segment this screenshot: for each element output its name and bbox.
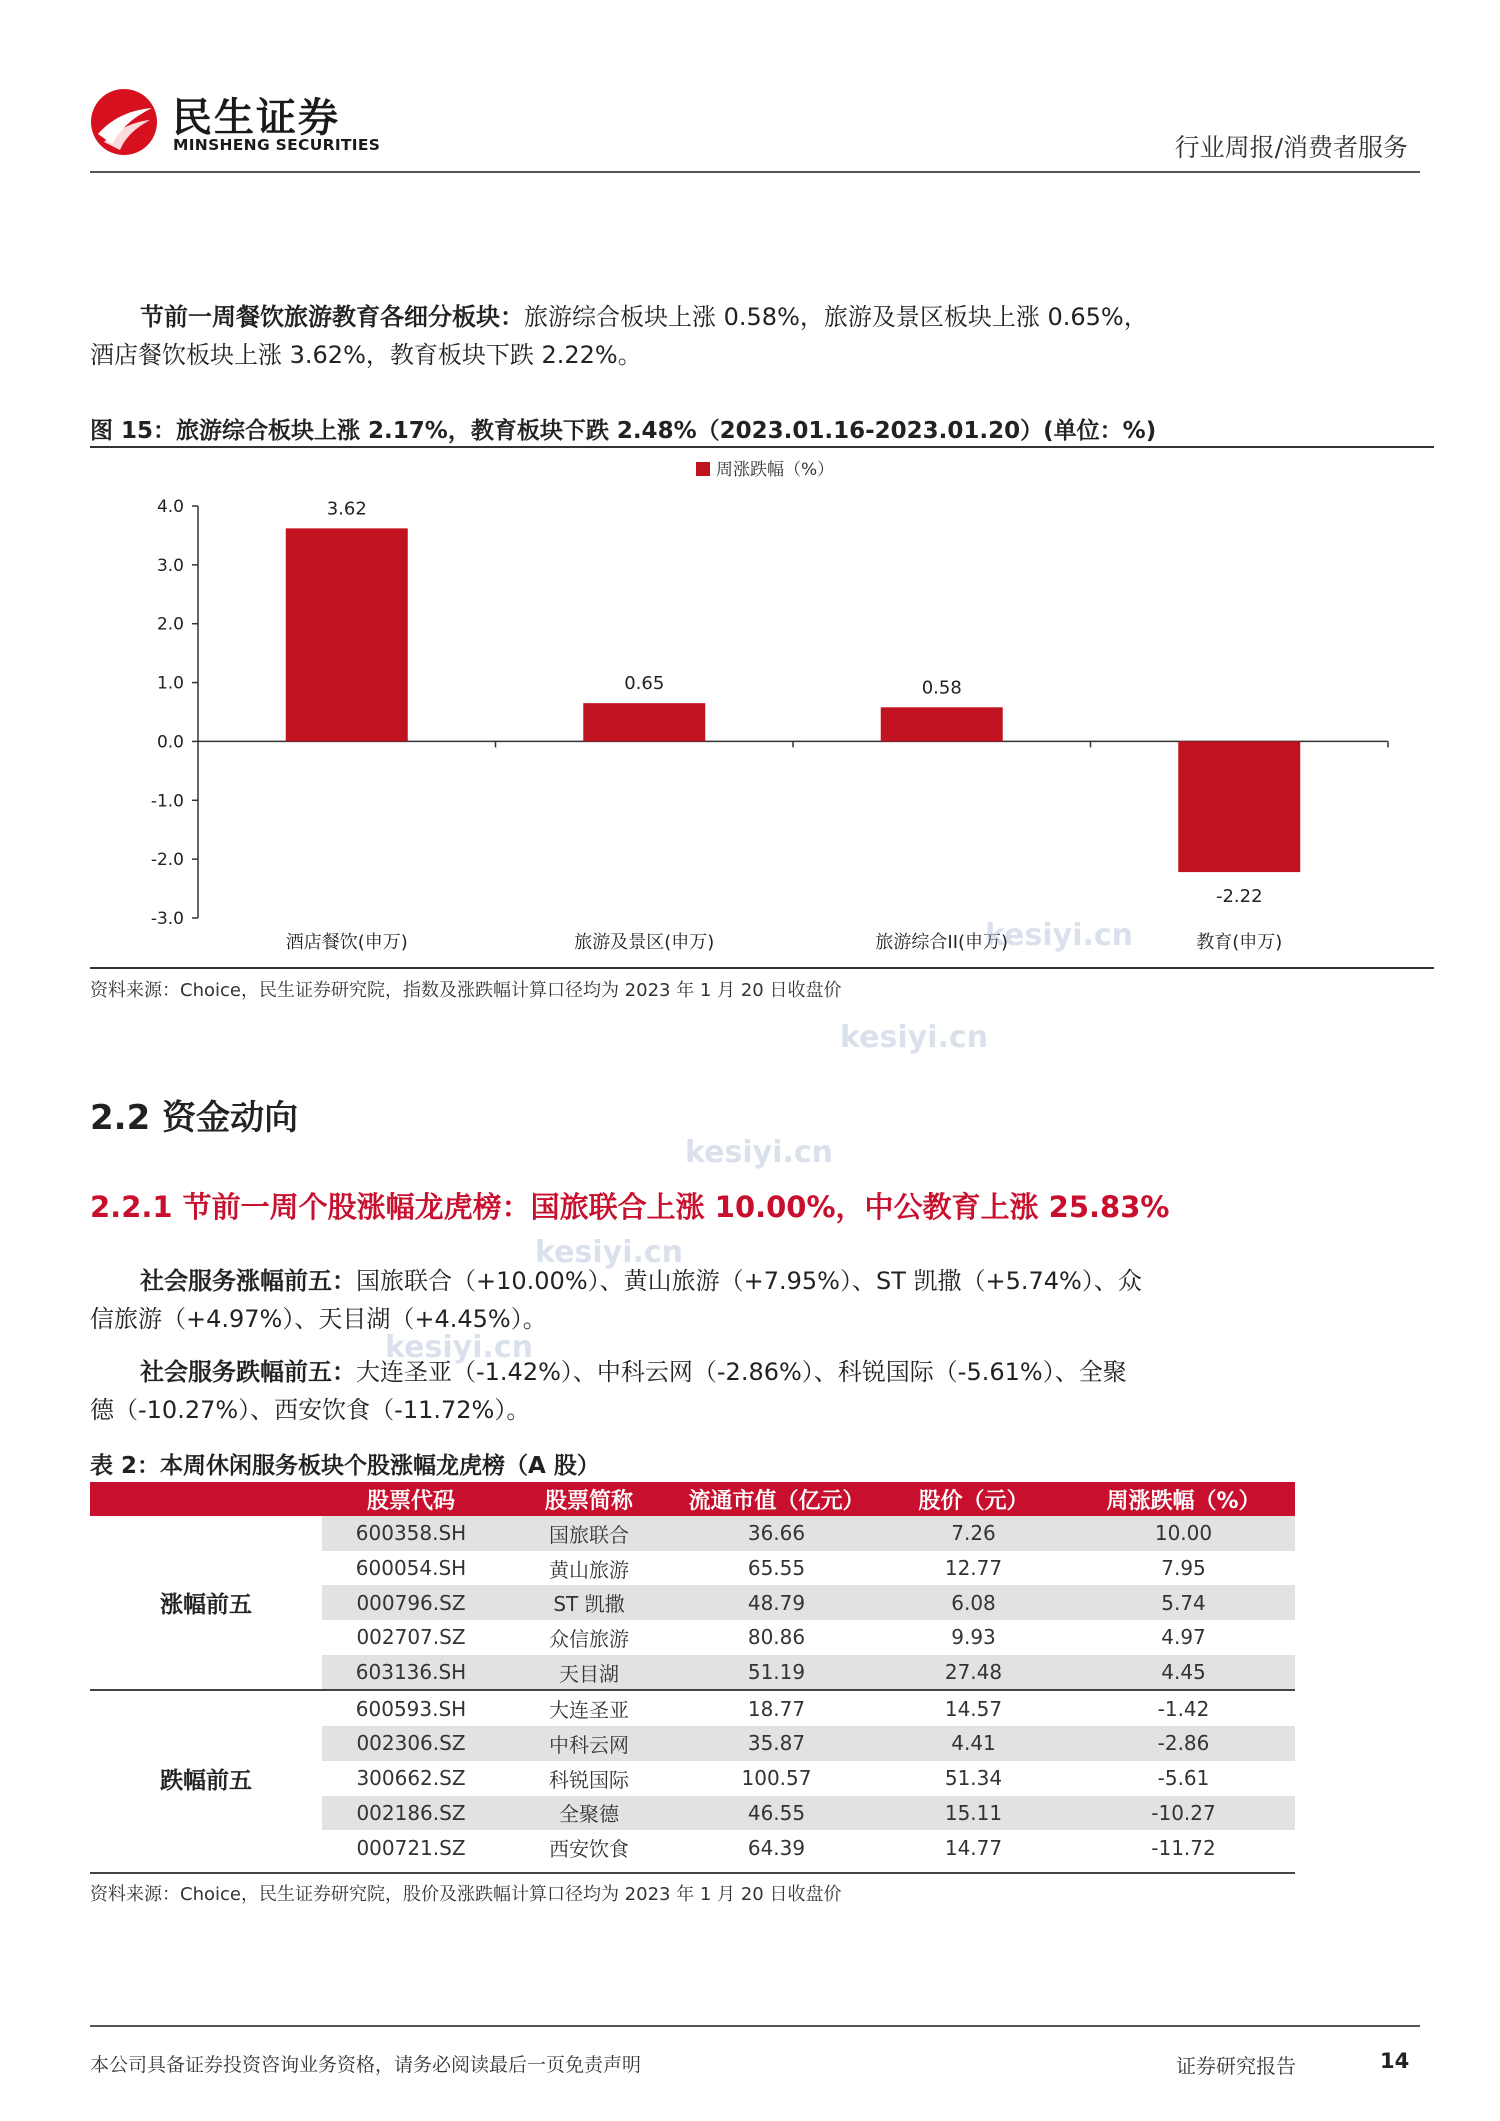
y-tick-label: 3.0 bbox=[156, 555, 184, 576]
cell-price: 51.34 bbox=[944, 1766, 1003, 1791]
header-cell-group bbox=[90, 1482, 322, 1516]
figure-title: 图 15：旅游综合板块上涨 2.17%，教育板块下跌 2.48%（2023.01.16-2023.01.20）(单位：%) bbox=[90, 418, 1157, 444]
table-source: 资料来源：Choice，民生证券研究院，股价及涨跌幅计算口径均为 2023 年 1 月 20 日收盘价 bbox=[90, 1884, 842, 1905]
header-cell: 周涨跌幅（%） bbox=[1072, 1482, 1295, 1516]
bar-chart bbox=[90, 450, 1434, 965]
cell-change: -1.42 bbox=[1072, 1690, 1295, 1726]
cell-market-cap: 46.55 bbox=[678, 1796, 875, 1831]
bar-value-label: 0.58 bbox=[921, 677, 962, 699]
gainers-paragraph bbox=[90, 1262, 1150, 1338]
legend-label: 周涨跌幅（%） bbox=[716, 460, 835, 480]
cell-code: 300662.SZ bbox=[356, 1766, 466, 1791]
ranking-table bbox=[90, 1482, 1295, 1865]
watermark: kesiyi.cn bbox=[985, 918, 1134, 953]
cell-name: 黄山旅游 bbox=[549, 1557, 629, 1582]
y-tick-label: -2.0 bbox=[150, 850, 184, 871]
cell-market-cap: 48.79 bbox=[678, 1585, 875, 1620]
cell-market-cap: 100.57 bbox=[741, 1766, 812, 1791]
cell-market-cap: 65.55 bbox=[747, 1556, 806, 1581]
brand-name-en: MINSHENG SECURITIES bbox=[173, 136, 381, 154]
cell-name: 天目湖 bbox=[500, 1655, 678, 1691]
cell-price: 12.77 bbox=[944, 1556, 1003, 1581]
group-label-gainers: 涨幅前五 bbox=[90, 1516, 322, 1690]
header-cell: 股票简称 bbox=[500, 1482, 678, 1516]
cell-code: 000721.SZ bbox=[356, 1835, 466, 1860]
cell-code: 000796.SZ bbox=[322, 1585, 500, 1620]
minsheng-logo-icon bbox=[90, 88, 158, 156]
header-cell: 股价（元） bbox=[875, 1482, 1072, 1516]
bar bbox=[583, 703, 705, 741]
cell-price: 27.48 bbox=[875, 1655, 1072, 1691]
losers-lead: 社会服务跌幅前五： bbox=[140, 1358, 356, 1386]
footer-disclaimer: 本公司具备证券投资咨询业务资格，请务必阅读最后一页免责声明 bbox=[90, 2054, 642, 2076]
header-divider bbox=[90, 171, 1420, 173]
cell-change: -10.27 bbox=[1072, 1796, 1295, 1831]
cell-code: 002707.SZ bbox=[356, 1625, 466, 1650]
watermark: kesiyi.cn bbox=[685, 1135, 834, 1170]
cell-change: -5.61 bbox=[1157, 1766, 1210, 1791]
table-bottom-rule bbox=[90, 1872, 1295, 1874]
intro-paragraph bbox=[90, 298, 1150, 374]
watermark: kesiyi.cn bbox=[385, 1330, 534, 1365]
y-tick-label: -3.0 bbox=[150, 909, 184, 929]
x-category-label: 旅游及景区(申万) bbox=[574, 932, 715, 953]
cell-change: 4.45 bbox=[1072, 1655, 1295, 1691]
x-category-label: 酒店餐饮(申万) bbox=[285, 932, 408, 953]
cell-name: 国旅联合 bbox=[500, 1516, 678, 1551]
cell-market-cap: 35.87 bbox=[678, 1726, 875, 1761]
cell-market-cap: 36.66 bbox=[678, 1516, 875, 1551]
cell-code: 002306.SZ bbox=[322, 1726, 500, 1761]
table-row bbox=[90, 1516, 1295, 1551]
cell-price: 9.93 bbox=[951, 1625, 996, 1650]
report-type: 行业周报/消费者服务 bbox=[1174, 133, 1408, 162]
section-heading: 2.2 资金动向 bbox=[90, 1098, 299, 1138]
watermark: kesiyi.cn bbox=[535, 1235, 684, 1270]
group-label-losers: 跌幅前五 bbox=[90, 1690, 322, 1864]
figure-source: 资料来源：Choice，民生证券研究院，指数及涨跌幅计算口径均为 2023 年 1 月 20 日收盘价 bbox=[90, 980, 842, 1001]
bar bbox=[1178, 741, 1300, 872]
y-tick-label: -1.0 bbox=[150, 791, 184, 812]
bar-value-label: 0.65 bbox=[624, 673, 665, 695]
cell-price: 14.57 bbox=[875, 1690, 1072, 1726]
bar bbox=[881, 707, 1003, 741]
cell-market-cap: 64.39 bbox=[747, 1835, 806, 1860]
watermark: kesiyi.cn bbox=[840, 1020, 989, 1055]
figure-top-rule bbox=[90, 446, 1434, 448]
footer-divider bbox=[90, 2025, 1420, 2027]
y-tick-label: 2.0 bbox=[156, 614, 184, 635]
cell-price: 4.41 bbox=[875, 1726, 1072, 1761]
subsection-heading: 2.2.1 节前一周个股涨幅龙虎榜：国旅联合上涨 10.00%，中公教育上涨 25.83% bbox=[90, 1190, 1170, 1224]
cell-market-cap: 18.77 bbox=[678, 1690, 875, 1726]
legend-swatch bbox=[696, 462, 710, 476]
cell-price: 7.26 bbox=[875, 1516, 1072, 1551]
page-number: 14 bbox=[1380, 2049, 1410, 2073]
cell-name: 全聚德 bbox=[500, 1796, 678, 1831]
cell-name: ST 凯撒 bbox=[500, 1585, 678, 1620]
losers-paragraph bbox=[90, 1353, 1150, 1429]
bar-value-label: 3.62 bbox=[326, 498, 367, 520]
header-cell: 股票代码 bbox=[322, 1482, 500, 1516]
cell-market-cap: 51.19 bbox=[678, 1655, 875, 1691]
table-title: 表 2：本周休闲服务板块个股涨幅龙虎榜（A 股） bbox=[90, 1453, 600, 1479]
y-tick-label: 1.0 bbox=[156, 673, 184, 694]
cell-name: 众信旅游 bbox=[549, 1626, 629, 1651]
cell-code: 603136.SH bbox=[322, 1655, 500, 1691]
cell-name: 科锐国际 bbox=[549, 1767, 629, 1792]
cell-market-cap: 80.86 bbox=[747, 1625, 806, 1650]
cell-code: 600054.SH bbox=[355, 1556, 467, 1581]
brand-name-cn: 民生证券 bbox=[172, 95, 340, 141]
y-tick-label: 4.0 bbox=[156, 497, 184, 517]
cell-code: 002186.SZ bbox=[322, 1796, 500, 1831]
cell-code: 600593.SH bbox=[322, 1690, 500, 1726]
cell-price: 6.08 bbox=[875, 1585, 1072, 1620]
y-tick-label: 0.0 bbox=[156, 732, 184, 753]
gainers-lead: 社会服务涨幅前五： bbox=[140, 1267, 356, 1295]
table-header-row bbox=[90, 1482, 1295, 1516]
intro-text: 旅游综合板块上涨 0.58%，旅游及景区板块上涨 0.65%，酒店餐饮板块上涨 3.62%，教育板块下跌 2.22%。 bbox=[90, 303, 1148, 369]
x-category-label: 教育(申万) bbox=[1196, 932, 1283, 953]
header-cell: 流通市值（亿元） bbox=[678, 1482, 875, 1516]
cell-price: 15.11 bbox=[875, 1796, 1072, 1831]
cell-change: -2.86 bbox=[1072, 1726, 1295, 1761]
table-row bbox=[90, 1690, 1295, 1726]
cell-name: 中科云网 bbox=[500, 1726, 678, 1761]
gainers-text: 国旅联合（+10.00%）、黄山旅游（+7.95%）、ST 凯撒（+5.74%）、众信旅游（+4.97%）、天目湖（+4.45%）。 bbox=[90, 1267, 1142, 1333]
cell-name: 西安饮食 bbox=[549, 1837, 629, 1862]
cell-change: -11.72 bbox=[1151, 1835, 1216, 1860]
cell-change: 5.74 bbox=[1072, 1585, 1295, 1620]
intro-lead: 节前一周餐饮旅游教育各细分板块： bbox=[140, 303, 524, 331]
x-category-label: 旅游综合II(申万) bbox=[875, 932, 1009, 953]
cell-code: 600358.SH bbox=[322, 1516, 500, 1551]
cell-price: 14.77 bbox=[944, 1835, 1003, 1860]
bar bbox=[286, 528, 408, 741]
bar-value-label: -2.22 bbox=[1215, 886, 1263, 908]
cell-name: 大连圣亚 bbox=[500, 1690, 678, 1726]
cell-change: 7.95 bbox=[1161, 1556, 1206, 1581]
losers-text: 大连圣亚（-1.42%）、中科云网（-2.86%）、科锐国际（-5.61%）、全聚德（-10.27%）、西安饮食（-11.72%）。 bbox=[90, 1358, 1127, 1424]
cell-change: 10.00 bbox=[1072, 1516, 1295, 1551]
cell-change: 4.97 bbox=[1161, 1625, 1206, 1650]
figure-bottom-rule bbox=[90, 967, 1434, 969]
footer-label: 证券研究报告 bbox=[1176, 2054, 1296, 2078]
